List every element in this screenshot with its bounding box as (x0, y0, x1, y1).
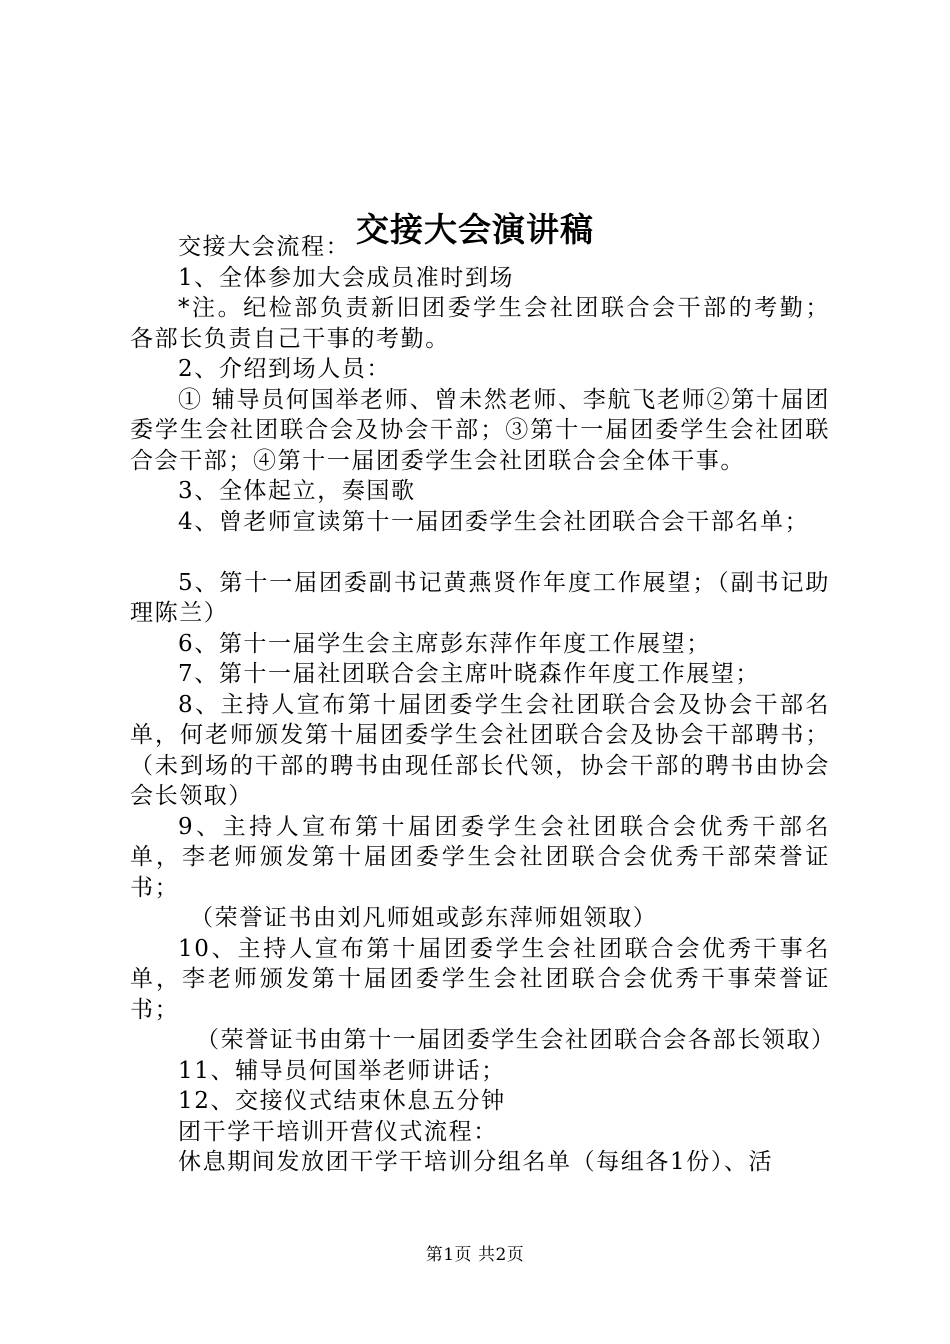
page-number-footer: 第1页 共2页 (425, 1245, 525, 1265)
paragraph-training-heading: 团干学干培训开营仪式流程： (178, 1118, 498, 1145)
paragraph-attendees: ① 辅导员何国举老师、曾未然老师、李航飞老师②第十届团委学生会社团联合会及协会干部；③第十一届团委学生会社团联合会干部；④第十一届团委学生会社团联合会全体干事。 (130, 386, 830, 474)
paragraph-step-10-note: （荣誉证书由第十一届团委学生会社团联合会各部长领取） (196, 1027, 836, 1053)
paragraph-step-3: 3、全体起立，奏国歌 (178, 478, 416, 504)
paragraph-step-1: 1、全体参加大会成员准时到场 (178, 264, 515, 291)
paragraph-flow-heading: 交接大会流程： (178, 234, 351, 260)
document-title: 交接大会演讲稿 (356, 210, 594, 250)
paragraph-step-4: 4、曾老师宣读第十一届团委学生会社团联合会干部名单； (178, 508, 810, 535)
paragraph-step-2: 2、介绍到场人员： (178, 356, 392, 382)
paragraph-step-12: 12、交接仪式结束休息五分钟 (178, 1088, 506, 1114)
paragraph-spacer (130, 537, 830, 568)
paragraph-step-9: 9、主持人宣布第十届团委学生会社团联合会优秀干部名单，李老师颁发第十届团委学生会社团联合会优秀干部荣誉证书； (130, 813, 830, 901)
paragraph-training-intro: 休息期间发放团干学干培训分组名单（每组各1份）、活 (178, 1149, 774, 1175)
paragraph-step-10: 10、主持人宣布第十届团委学生会社团联合会优秀干事名单，李老师颁发第十届团委学生会社团联合会优秀干事荣誉证书； (130, 935, 830, 1023)
paragraph-step-11: 11、辅导员何国举老师讲话； (178, 1057, 506, 1084)
paragraph-step-9-note: （荣誉证书由刘凡师姐或彭东萍师姐领取） (190, 905, 658, 931)
paragraph-step-7: 7、第十一届社团联合会主席叶晓森作年度工作展望； (178, 661, 761, 687)
paragraph-note: *注。纪检部负责新旧团委学生会社团联合会干部的考勤；各部长负责自己干事的考勤。 (130, 295, 830, 352)
paragraph-step-5: 5、第十一届团委副书记黄燕贤作年度工作展望；（副书记助理陈兰） (130, 569, 830, 626)
paragraph-step-8: 8、主持人宣布第十届团委学生会社团联合会及协会干部名单，何老师颁发第十届团委学生会社团联合会及协会干部聘书；（未到场的干部的聘书由现任部长代领，协会干部的聘书由协会会长领取） (130, 691, 830, 809)
document-body (130, 232, 836, 1178)
paragraph-step-6: 6、第十一届学生会主席彭东萍作年度工作展望； (178, 630, 711, 657)
